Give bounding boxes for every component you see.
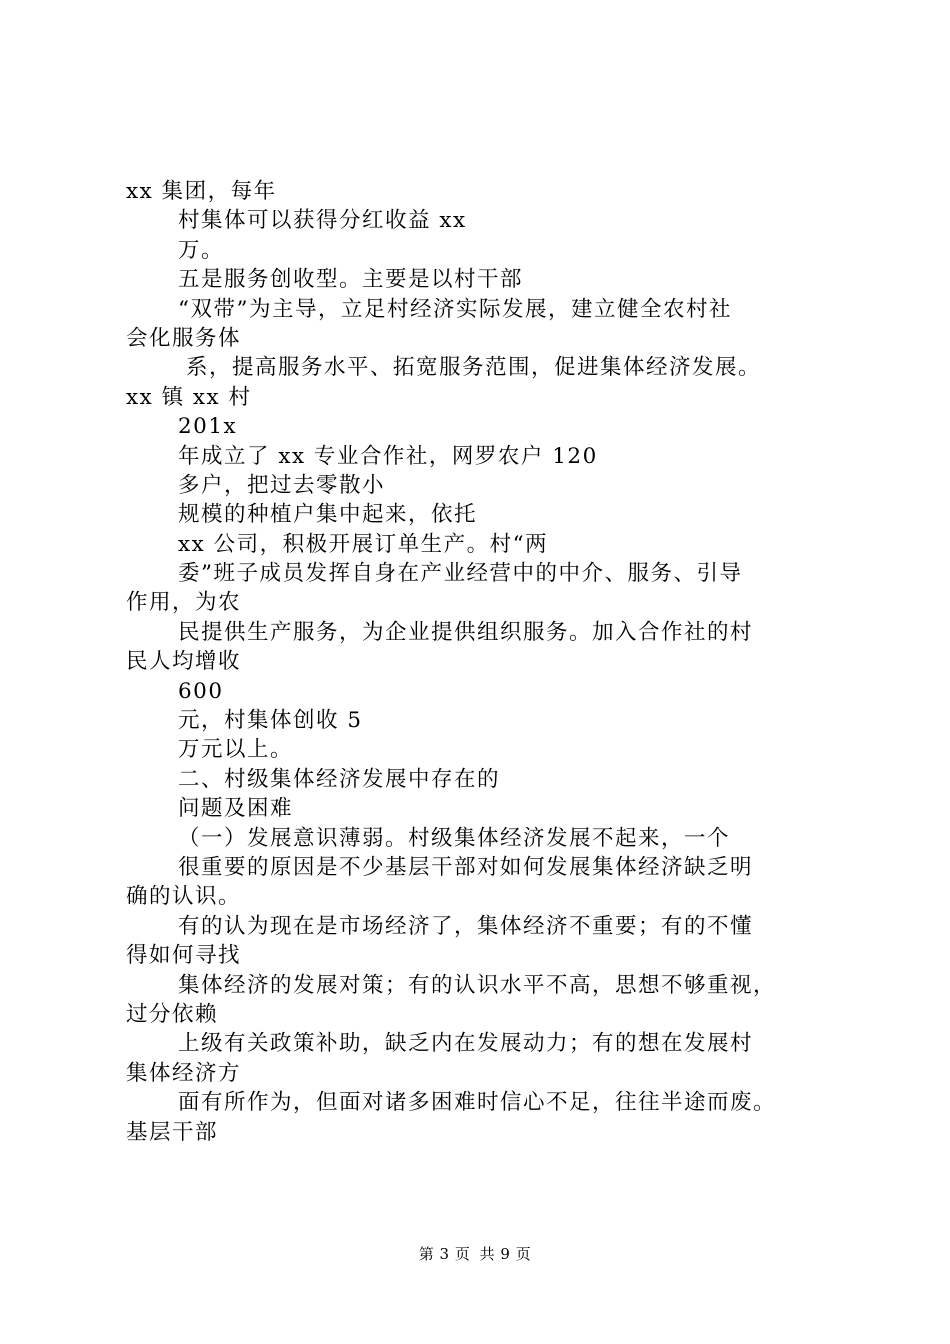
text-line: 规模的种植户集中起来，依托 <box>178 502 478 528</box>
page-footer <box>0 1243 950 1264</box>
text-line: “双带”为主导，立足村经济实际发展，建立健全农村社 <box>178 296 732 322</box>
page-total: 共 9 页 <box>479 1245 532 1263</box>
text-line: xx 集团，每年 <box>126 179 277 204</box>
text-line: 会化服务体 <box>126 325 242 351</box>
text-line: 确的认识。 <box>126 884 242 910</box>
text-line: 元，村集体创收 5 <box>178 708 363 734</box>
text-line: 201x <box>178 414 238 440</box>
text-line: 五是服务创收型。主要是以村干部 <box>178 267 524 293</box>
text-line: 年成立了 xx 专业合作社，网罗农户 120 <box>178 443 598 469</box>
text-line: 过分依赖 <box>126 1001 219 1027</box>
text-line: 村集体可以获得分红收益 xx <box>178 208 467 234</box>
text-line: 二、村级集体经济发展中存在的 <box>178 766 501 792</box>
text-line: 600 <box>178 678 224 704</box>
text-line: 集体经济的发展对策；有的认识水平不高，思想不够重视， <box>178 972 777 998</box>
text-line: 基层干部 <box>126 1119 219 1145</box>
text-line: 面有所作为，但面对诸多困难时信心不足，往往半途而废。 <box>178 1090 777 1116</box>
text-line: 民人均增收 <box>126 649 242 675</box>
text-line: 很重要的原因是不少基层干部对如何发展集体经济缺乏明 <box>178 854 754 880</box>
text-line: 上级有关政策补助，缺乏内在发展动力；有的想在发展村 <box>178 1031 754 1057</box>
text-line: 有的认为现在是市场经济了，集体经济不重要；有的不懂 <box>178 913 754 939</box>
text-line: 万元以上。 <box>178 737 294 763</box>
page-number: 第 3 页 <box>418 1245 471 1263</box>
text-line: 作用，为农 <box>126 590 242 616</box>
text-line: xx 镇 xx 村 <box>126 384 252 410</box>
text-line: 问题及困难 <box>178 796 294 822</box>
text-line: 集体经济方 <box>126 1060 242 1086</box>
text-line: 委”班子成员发挥自身在产业经营中的中介、服务、引导 <box>178 561 743 587</box>
text-line: 万。 <box>178 237 225 263</box>
text-line: xx 公司，积极开展订单生产。村“两 <box>178 531 549 557</box>
text-line: 民提供生产服务，为企业提供组织服务。加入合作社的村 <box>178 619 754 645</box>
text-line: 得如何寻找 <box>126 943 242 969</box>
text-line: （一）发展意识薄弱。村级集体经济发展不起来，一个 <box>178 825 731 851</box>
document-body <box>126 177 846 1147</box>
text-line: 多户，把过去零散小 <box>178 472 386 498</box>
text-line: 系，提高服务水平、拓宽服务范围，促进集体经济发展。 <box>186 355 762 381</box>
